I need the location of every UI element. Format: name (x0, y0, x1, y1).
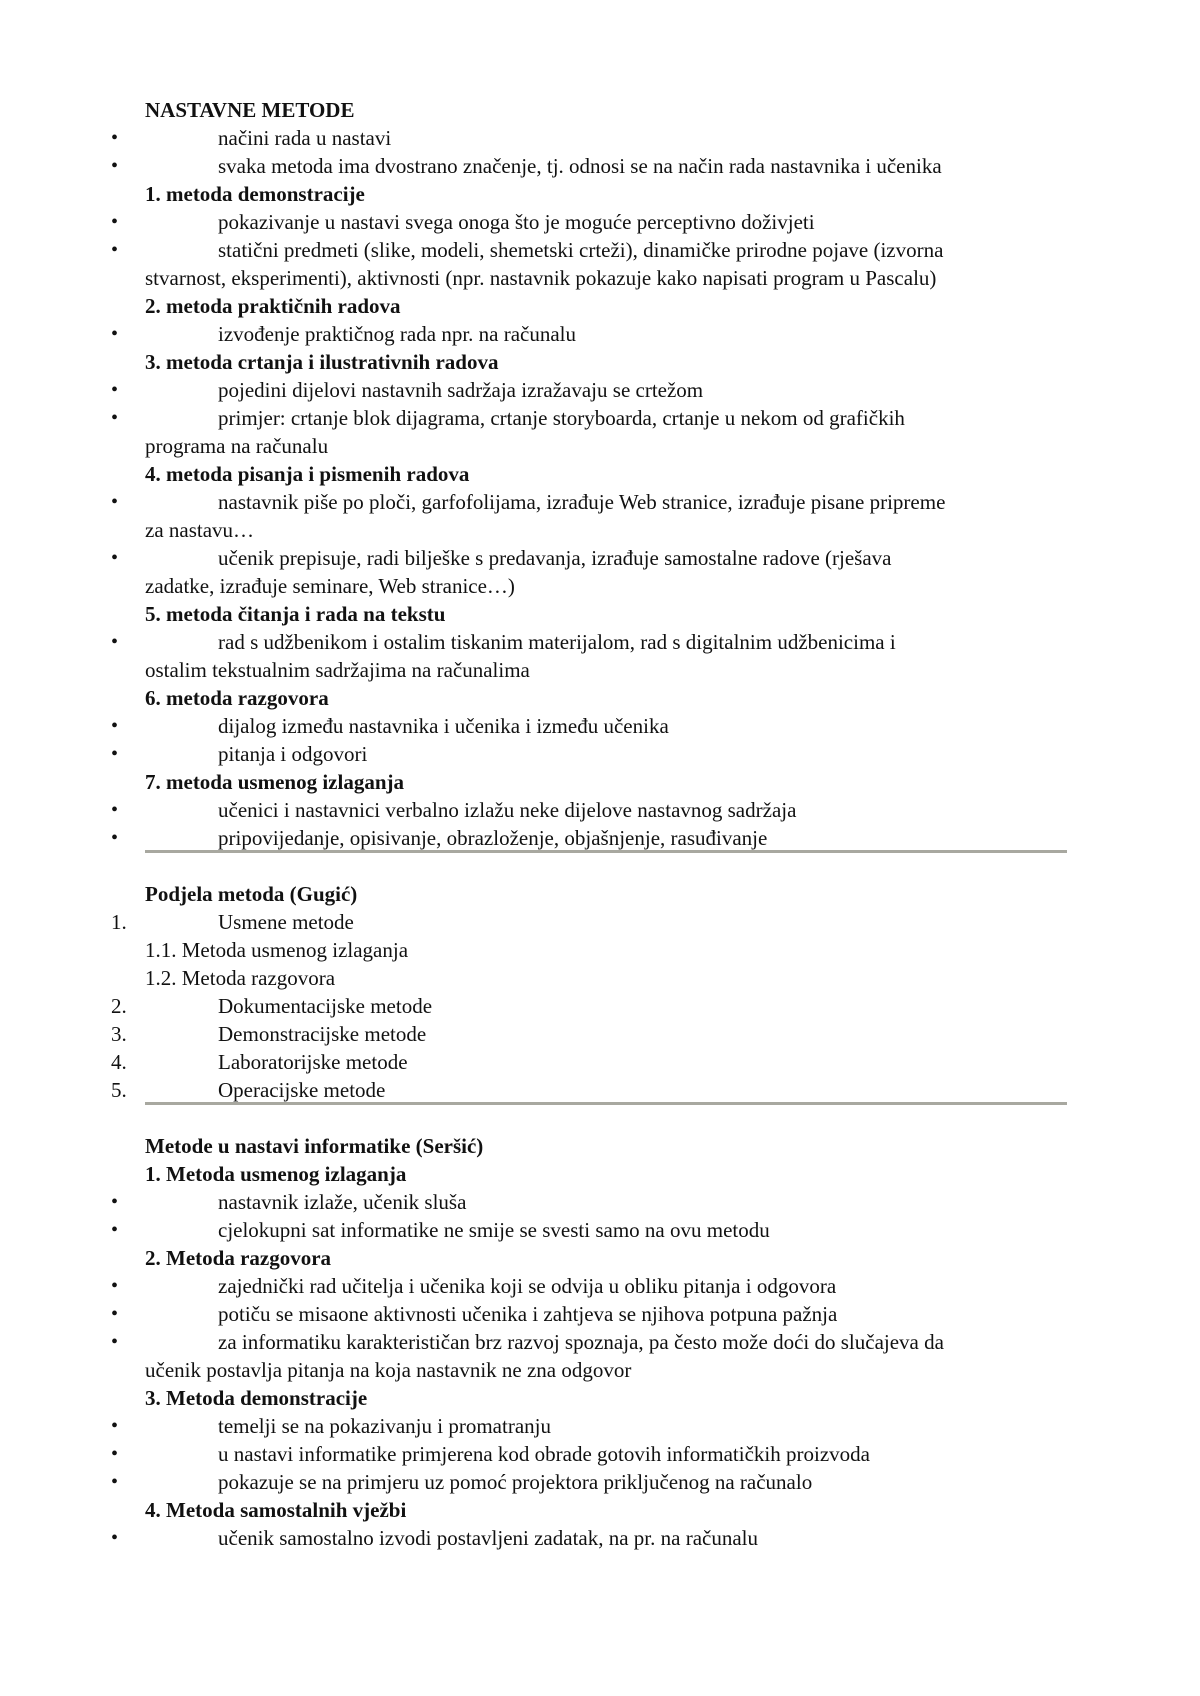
subheading: 6. metoda razgovora (145, 686, 329, 710)
bullet-icon: • (111, 127, 119, 149)
subheading: 5. metoda čitanja i rada na tekstu (145, 602, 446, 626)
list-item: • rad s udžbenikom i ostalim tiskanim materijalom, rad s digitalnim udžbenicima i (111, 630, 896, 654)
list-item: • zajednički rad učitelja i učenika koji se odvija u obliku pitanja i odgovora (111, 1274, 837, 1298)
bullet-icon: • (111, 323, 119, 345)
bullet-icon: • (111, 827, 119, 849)
bullet-icon: • (111, 211, 119, 233)
list-item-continuation: za nastavu… (145, 518, 255, 542)
bullet-icon: • (111, 1331, 119, 1353)
section-divider (145, 850, 1067, 853)
bullet-icon: • (111, 491, 119, 513)
bullet-icon: • (111, 1471, 119, 1493)
list-item-continuation: učenik postavlja pitanja na koja nastavnik ne zna odgovor (145, 1358, 632, 1382)
list-item: • pokazuje se na primjeru uz pomoć projektora priključenog na računalo (111, 1470, 813, 1494)
subheading: 1. Metoda usmenog izlaganja (145, 1162, 407, 1186)
list-item: • učenici i nastavnici verbalno izlažu neke dijelove nastavnog sadržaja (111, 798, 797, 822)
subheading: 3. Metoda demonstracije (145, 1386, 368, 1410)
item-number: 5. (111, 1078, 127, 1102)
bullet-icon: • (111, 1415, 119, 1437)
numbered-item: 5. Operacijske metode (0, 1076, 1200, 1104)
numbered-item: 4. Laboratorijske metode (111, 1050, 408, 1074)
section-title-nastavne-metode: NASTAVNE METODE (145, 98, 355, 122)
section-divider (145, 1102, 1067, 1105)
list-item: • učenik prepisuje, radi bilješke s predavanja, izrađuje samostalne radove (rješava (111, 546, 892, 570)
list-item: • svaka metoda ima dvostrano značenje, tj. odnosi se na način rada nastavnika i učenika (111, 154, 942, 178)
list-item: • primjer: crtanje blok dijagrama, crtanje storyboarda, crtanje u nekom od grafičkih (111, 406, 905, 430)
bullet-icon: • (111, 1303, 119, 1325)
list-item: • temelji se na pokazivanju i promatranju (111, 1414, 551, 1438)
list-item-continuation: programa na računalu (145, 434, 329, 458)
subheading: 7. metoda usmenog izlaganja (145, 770, 404, 794)
numbered-item: 3. Demonstracijske metode (111, 1022, 427, 1046)
bullet-icon: • (111, 547, 119, 569)
document-page (0, 96, 1200, 1552)
bullet-icon: • (111, 715, 119, 737)
list-item: • nastavnik piše po ploči, garfofolijama, izrađuje Web stranice, izrađuje pisane pripreme (111, 490, 946, 514)
bullet-icon: • (111, 1443, 119, 1465)
list-item: • dijalog između nastavnika i učenika i između učenika (111, 714, 669, 738)
list-item: • izvođenje praktičnog rada npr. na računalu (111, 322, 577, 346)
bullet-icon: • (111, 743, 119, 765)
list-item: • pitanja i odgovori (111, 742, 368, 766)
subheading: 2. metoda praktičnih radova (145, 294, 401, 318)
numbered-subitem: 1.1. Metoda usmenog izlaganja (145, 938, 409, 962)
spacer (0, 1104, 1200, 1132)
bullet-icon: • (111, 379, 119, 401)
bullet-icon: • (111, 631, 119, 653)
bullet-icon: • (111, 1275, 119, 1297)
list-item: • cjelokupni sat informatike ne smije se svesti samo na ovu metodu (111, 1218, 770, 1242)
list-item: • načini rada u nastavi (111, 126, 392, 150)
list-item: • za informatiku karakterističan brz razvoj spoznaja, pa često može doći do slučajeva da (111, 1330, 944, 1354)
subheading: 1. metoda demonstracije (145, 182, 365, 206)
bullet-icon: • (111, 1219, 119, 1241)
numbered-item: 1. Usmene metode (111, 910, 354, 934)
bullet-icon: • (111, 239, 119, 261)
bullet-icon: • (111, 1527, 119, 1549)
list-item: • učenik samostalno izvodi postavljeni zadatak, na pr. na računalu (111, 1526, 758, 1550)
bullet-icon: • (111, 799, 119, 821)
bullet-icon: • (111, 1191, 119, 1213)
item-number: 1. (111, 910, 127, 934)
list-item: • u nastavi informatike primjerena kod obrade gotovih informatičkih proizvoda (111, 1442, 870, 1466)
list-item-continuation: ostalim tekstualnim sadržajima na računalima (145, 658, 530, 682)
list-item-continuation: stvarnost, eksperimenti), aktivnosti (npr. nastavnik pokazuje kako napisati program u Pascalu) (145, 266, 937, 290)
numbered-subitem: 1.2. Metoda razgovora (145, 966, 336, 990)
bullet-icon: • (111, 155, 119, 177)
list-item: • statični predmeti (slike, modeli, shemetski crteži), dinamičke prirodne pojave (izvorna (111, 238, 944, 262)
item-number: 4. (111, 1050, 127, 1074)
list-item-continuation: zadatke, izrađuje seminare, Web stranice…) (145, 574, 515, 598)
subheading: 3. metoda crtanja i ilustrativnih radova (145, 350, 499, 374)
list-item: • pokazivanje u nastavi svega onoga što je moguće perceptivno doživjeti (111, 210, 815, 234)
list-item: • potiču se misaone aktivnosti učenika i zahtjeva se njihova potpuna pažnja (111, 1302, 838, 1326)
section-title-podjela-metoda: Podjela metoda (Gugić) (145, 882, 358, 906)
subheading: 4. metoda pisanja i pismenih radova (145, 462, 470, 486)
bullet-icon: • (111, 407, 119, 429)
list-item: • pripovijedanje, opisivanje, obrazloženje, objašnjenje, rasuđivanje (0, 824, 1200, 852)
item-number: 3. (111, 1022, 127, 1046)
list-item: • nastavnik izlaže, učenik sluša (111, 1190, 467, 1214)
list-item: • pojedini dijelovi nastavnih sadržaja izražavaju se crtežom (111, 378, 704, 402)
numbered-item: 2. Dokumentacijske metode (111, 994, 433, 1018)
subheading: 2. Metoda razgovora (145, 1246, 332, 1270)
item-number: 2. (111, 994, 127, 1018)
spacer (0, 852, 1200, 880)
section-title-metode-informatike: Metode u nastavi informatike (Seršić) (145, 1134, 484, 1158)
subheading: 4. Metoda samostalnih vježbi (145, 1498, 407, 1522)
